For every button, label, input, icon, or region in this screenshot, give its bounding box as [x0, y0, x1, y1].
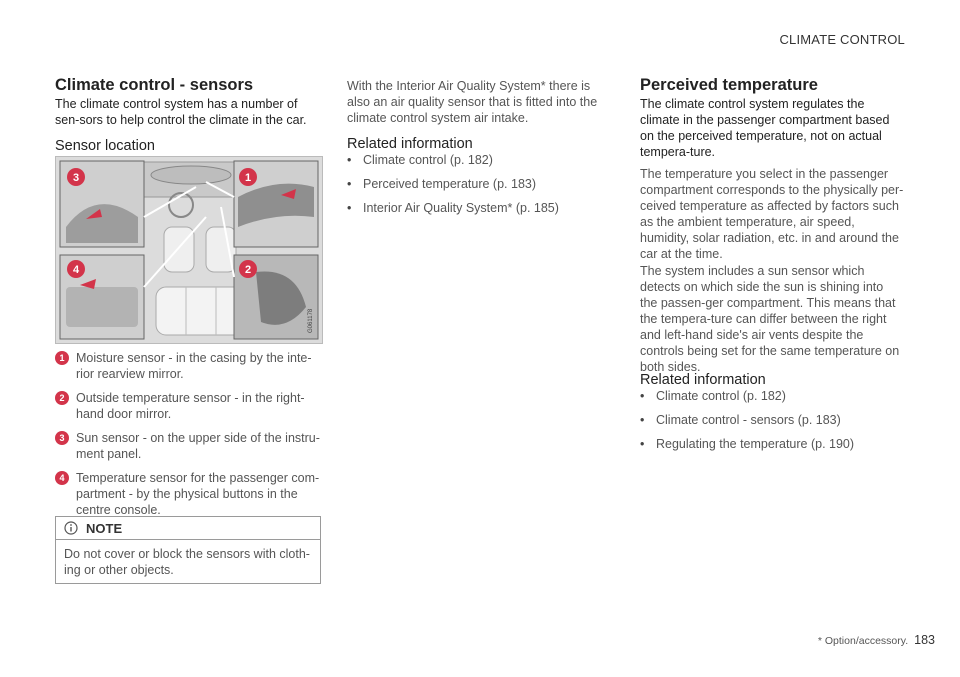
related-info-heading-middle: Related information	[347, 136, 473, 152]
page-footer	[818, 633, 935, 647]
note-header	[56, 517, 320, 540]
sensor-location-figure	[55, 156, 323, 344]
sensors-intro: The climate control system has a number of sen-sors to help control the climate in the car.	[55, 97, 307, 127]
perceived-para-2: The system includes a sun sensor which detects on which side the sun is shining into the passen-ger compartment. This means that the tempera-ture can differ between the right and left-hand side's air vents despite the controls being set for the same temperature on both sides.	[640, 264, 900, 374]
info-icon	[64, 521, 78, 535]
svg-text:2: 2	[244, 264, 252, 276]
callout-item-3	[55, 430, 323, 462]
callout-marker-2	[239, 260, 257, 278]
related-link[interactable]: • Climate control - sensors (p. 183)	[640, 413, 841, 427]
option-footnote: * Option/accessory.	[817, 635, 909, 647]
svg-text:4: 4	[72, 264, 80, 276]
related-link[interactable]: • Regulating the temperature (p. 190)	[640, 437, 855, 451]
callout-list	[55, 350, 323, 526]
related-info-list-middle	[347, 152, 609, 224]
note-box	[55, 516, 321, 584]
callout-item-2	[55, 390, 323, 422]
svg-text:3: 3	[72, 172, 80, 184]
related-link[interactable]: • Climate control (p. 182)	[640, 389, 786, 403]
car-interior-illustration	[56, 157, 322, 343]
figure-code: G061178	[308, 308, 314, 333]
related-link[interactable]: • Interior Air Quality System* (p. 185)	[347, 201, 559, 215]
callout-text: Temperature sensor for the passenger com-partment - by the physical buttons in the centre console.	[76, 471, 320, 517]
callout-item-4	[55, 470, 323, 518]
svg-text:1: 1	[244, 172, 252, 184]
related-link[interactable]: • Climate control (p. 182)	[347, 153, 493, 167]
callout-item-1	[55, 350, 323, 382]
callout-marker-1	[239, 168, 257, 186]
section-title-perceived: Perceived temperature	[640, 76, 818, 94]
callout-marker-4	[67, 260, 85, 278]
callout-number-badge: 3	[55, 431, 69, 445]
callout-number-badge: 4	[55, 471, 69, 485]
callout-text: Moisture sensor - in the casing by the inte-rior rearview mirror.	[76, 351, 312, 381]
page-number: 183	[914, 633, 935, 647]
section-title-sensors: Climate control - sensors	[55, 76, 254, 94]
callout-number-badge: 2	[55, 391, 69, 405]
sensor-location-heading: Sensor location	[55, 138, 155, 154]
callout-number-badge: 1	[55, 351, 69, 365]
note-label: NOTE	[86, 520, 123, 536]
perceived-para-1: The temperature you select in the passenger compartment corresponds to the physically per-ceived temperature as affected by factors such as the ambient temperature, air speed, humidity, solar radiation, etc. in and around the car at the time.	[640, 167, 904, 261]
air-quality-text: With the Interior Air Quality System* there is also an air quality sensor that is fitted into the climate control system air intake.	[347, 79, 598, 125]
perceived-intro: The climate control system regulates the climate in the passenger compartment based on the perceived temperature, not on actual tempera-ture.	[640, 97, 890, 159]
callout-text: Sun sensor - on the upper side of the instru-ment panel.	[76, 431, 320, 461]
related-info-heading-right: Related information	[640, 372, 766, 388]
note-text: Do not cover or block the sensors with cloth-ing or other objects.	[64, 547, 310, 577]
running-head: CLIMATE CONTROL	[779, 32, 905, 47]
callout-marker-3	[67, 168, 85, 186]
related-info-list-right	[640, 388, 904, 460]
callout-text: Outside temperature sensor - in the right-hand door mirror.	[76, 391, 305, 421]
related-link[interactable]: • Perceived temperature (p. 183)	[347, 177, 537, 191]
